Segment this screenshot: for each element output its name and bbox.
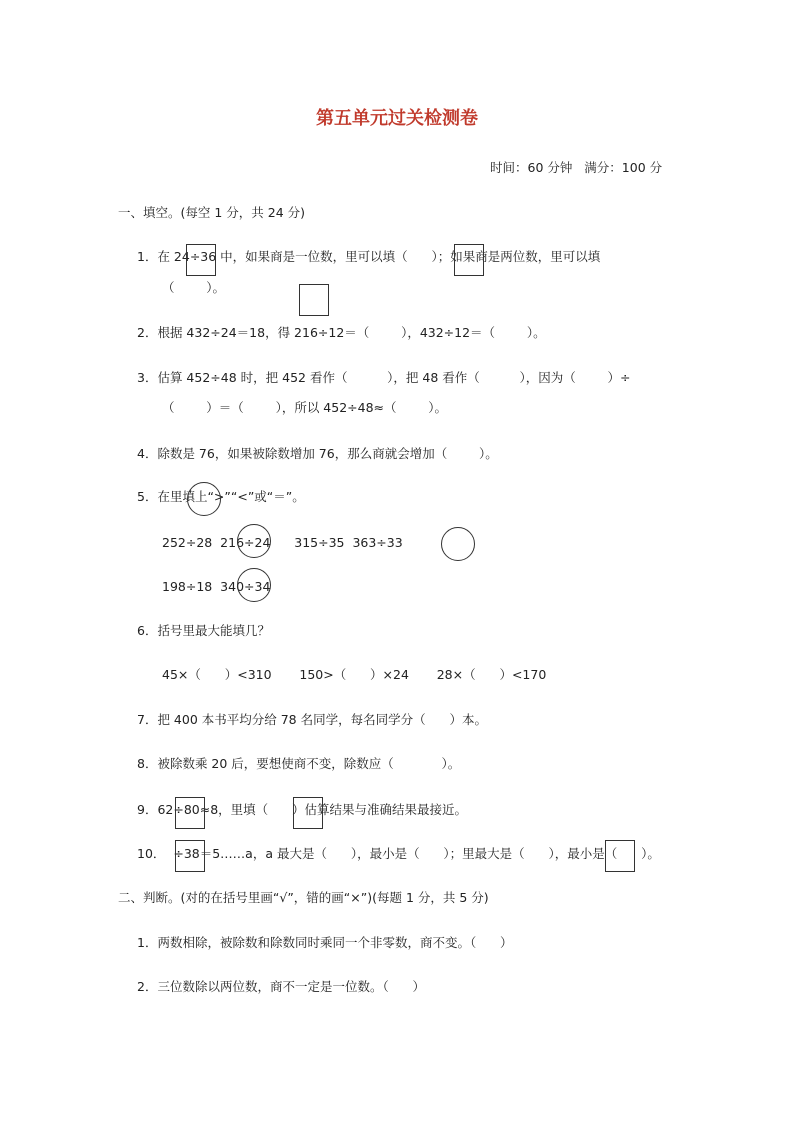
answer-box[interactable] xyxy=(454,244,484,276)
question-1-line-1: 1．在 24÷36 中，如果商是一位数，里可以填（ ）；如果商是两位数，里可以填 xyxy=(137,249,601,264)
question-5: 5．在里填上“>”“<”或“＝”。 xyxy=(137,489,305,504)
answer-box[interactable] xyxy=(605,840,635,872)
compare-circle[interactable] xyxy=(441,527,475,561)
question-5-row-2: 198÷18 340÷34 xyxy=(162,579,271,594)
question-9: 9．62÷80≈8，里填（ ）估算结果与准确结果最接近。 xyxy=(137,802,468,817)
answer-box[interactable] xyxy=(186,244,216,276)
judge-question-2: 2．三位数除以两位数，商不一定是一位数。（ ） xyxy=(137,979,426,994)
question-3-line-2: （ ）＝（ ），所以 452÷48≈（ ）。 xyxy=(162,400,448,415)
compare-circle[interactable] xyxy=(187,482,221,516)
question-6: 6．括号里最大能填几？ xyxy=(137,623,270,638)
answer-box[interactable] xyxy=(299,284,329,316)
answer-box[interactable] xyxy=(293,797,323,829)
exam-meta: 时间：60 分钟 满分：100 分 xyxy=(490,160,663,175)
judge-question-1: 1．两数相除，被除数和除数同时乘同一个非零数，商不变。（ ） xyxy=(137,935,513,950)
answer-box[interactable] xyxy=(175,797,205,829)
question-5-row-1: 252÷28 216÷24 315÷35 363÷33 xyxy=(162,535,403,550)
question-4: 4．除数是 76，如果被除数增加 76，那么商就会增加（ ）。 xyxy=(137,446,498,461)
page-title: 第五单元过关检测卷 xyxy=(316,108,478,129)
question-10: 10． ÷38＝5……a，a 最大是（ ），最小是（ ）；里最大是（ ），最小是（ ）。 xyxy=(137,846,660,861)
question-8: 8．被除数乘 20 后，要想使商不变，除数应（ ）。 xyxy=(137,756,461,771)
compare-circle[interactable] xyxy=(237,524,271,558)
answer-box[interactable] xyxy=(175,840,205,872)
question-7: 7．把 400 本书平均分给 78 名同学，每名同学分（ ）本。 xyxy=(137,712,487,727)
question-2: 2．根据 432÷24＝18，得 216÷12＝（ ），432÷12＝（ ）。 xyxy=(137,325,546,340)
compare-circle[interactable] xyxy=(237,568,271,602)
question-3-line-1: 3．估算 452÷48 时，把 452 看作（ ），把 48 看作（ ），因为（ ）÷ xyxy=(137,370,631,385)
question-6-row: 45×（ ）<310 150>（ ）×24 28×（ ）<170 xyxy=(162,667,547,682)
section-2-heading: 二、判断。(对的在括号里画“√”，错的画“×”)(每题 1 分，共 5 分) xyxy=(118,890,489,905)
question-1-line-2: （ ）。 xyxy=(162,280,226,295)
section-1-heading: 一、填空。(每空 1 分，共 24 分) xyxy=(118,205,306,220)
